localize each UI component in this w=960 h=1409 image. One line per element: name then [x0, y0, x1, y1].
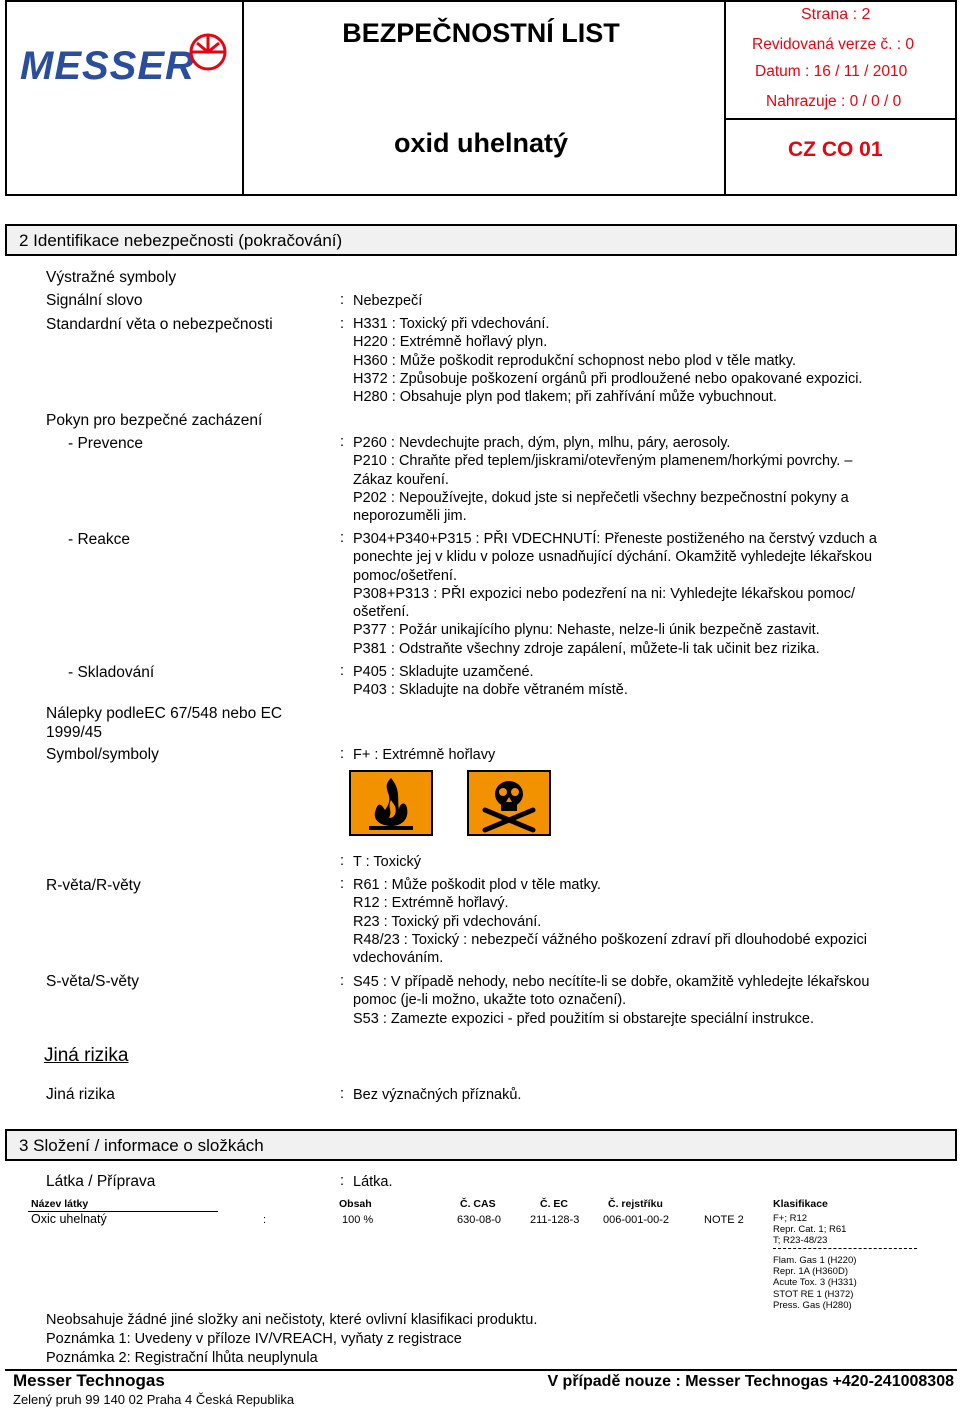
footer-address: Zelený pruh 99 140 02 Praha 4 Česká Republika [13, 1392, 295, 1407]
s-phrases-label: S-věta/S-věty [46, 973, 140, 990]
footer-emergency: V případě nouze : Messer Technogas +420-241008308 [547, 1373, 954, 1390]
row-index: 006-001-00-2 [603, 1214, 670, 1226]
classification-divider [773, 1248, 917, 1249]
document-code: CZ CO 01 [788, 138, 883, 161]
reaction-line: P381 : Odstraňte všechny zdroje zapálení, můžete-li tak učinit bez rizika. [353, 640, 820, 657]
composition-notes [46, 1311, 537, 1368]
hazard-statements-label: Standardní věta o nebezpečnosti [46, 316, 273, 333]
r-phrase-line: vdechováním. [353, 950, 444, 967]
section-3-heading [5, 1129, 957, 1161]
r-phrases-label: R-věta/R-věty [46, 877, 141, 894]
substance-type-label: Látka / Příprava [46, 1173, 156, 1190]
classification-line: Repr. 1A (H360D) [773, 1266, 848, 1278]
row-colon: : [263, 1214, 267, 1226]
signal-word: Nebezpečí [353, 293, 423, 309]
storage-label: - Skladování [68, 664, 155, 681]
reaction-line: P377 : Požár unikajícího plynu: Nehaste, nelze-li únik bezpečně zastavit. [353, 622, 820, 639]
reaction-line: P308+P313 : PŘI expozici nebo podezření na ni: Vyhledejte lékařskou pomoc/ [353, 585, 856, 602]
prevention-line: P210 : Chraňte před teplem/jiskrami/otevřeným plamenem/horkými povrchy. – [353, 453, 853, 470]
prevention-line: P260 : Nevdechujte prach, dým, plyn, mlhu, páry, aerosoly. [353, 435, 731, 451]
colon: : [340, 530, 345, 546]
replaces: Nahrazuje : 0 / 0 / 0 [766, 93, 902, 110]
colon: : [340, 434, 345, 450]
r-phrases [353, 876, 867, 967]
hazard-line: H331 : Toxický při vdechování. [353, 316, 550, 332]
r-phrase-line: R61 : Může poškodit plod v těle matky. [353, 877, 601, 893]
section-2-heading [5, 224, 957, 256]
section-3-title: 3 Složení / informace o složkách [19, 1136, 264, 1155]
other-risks-heading: Jiná rizika [44, 1045, 129, 1066]
toxic-pictogram [467, 770, 551, 836]
row-note: NOTE 2 [704, 1214, 744, 1226]
note-line: Neobsahuje žádné jiné složky ani nečistoty, které ovlivní klasifikaci produktu. [46, 1312, 538, 1328]
hazard-line: H372 : Způsobuje poškození orgánů při prodloužené nebo opakované expozici. [353, 370, 863, 387]
header-divider [724, 2, 726, 194]
s-phrases [353, 973, 869, 1028]
r-phrase-line: R23 : Toxický při vdechování. [353, 913, 542, 930]
warning-symbols-label: Výstražné symboly [46, 269, 177, 286]
classification-line: Flam. Gas 1 (H220) [773, 1255, 857, 1266]
section-2-title: 2 Identifikace nebezpečnosti (pokračování) [19, 231, 343, 250]
hazard-line: H220 : Extrémně hořlavý plyn. [353, 334, 548, 351]
storage-line: P405 : Skladujte uzamčené. [353, 664, 534, 680]
substance-type-value: Látka. [353, 1174, 393, 1190]
col-header-cas: Č. CAS [460, 1198, 496, 1210]
r-phrase-line: R12 : Extrémně hořlavý. [353, 895, 509, 912]
header-divider [724, 118, 955, 120]
r-phrase-line: R48/23 : Toxický : nebezpečí vážného poškození zdraví při dlouhodobé expozici [353, 931, 867, 948]
colon: : [340, 316, 345, 332]
reaction-statements [353, 530, 877, 658]
revision-date: Datum : 16 / 11 / 2010 [755, 63, 908, 80]
symbol-flammable-text: F+ : Extrémně hořlavy [353, 747, 496, 763]
flammable-pictogram [349, 770, 433, 836]
messer-logo-icon [188, 32, 228, 72]
other-risks-value: Bez význačných příznaků. [353, 1087, 522, 1103]
note-line: Poznámka 2: Registrační lhůta neuplynula [46, 1350, 318, 1366]
labels-directive: Nálepky podleEC 67/548 nebo EC 1999/45 [46, 705, 283, 741]
storage-line: P403 : Skladujte na dobře větraném místě. [353, 682, 628, 699]
row-classification-dsd [773, 1213, 846, 1247]
classification-line: Press. Gas (H280) [773, 1299, 852, 1311]
colon: : [340, 1086, 345, 1102]
storage-statements [353, 663, 628, 700]
col-header-classification: Klasifikace [773, 1198, 828, 1210]
colon: : [340, 746, 345, 762]
col-header-content: Obsah [339, 1198, 372, 1210]
revision: Revidovaná verze č. : 0 [752, 36, 914, 53]
classification-line: Acute Tox. 3 (H331) [773, 1277, 857, 1289]
row-cas: 630-08-0 [457, 1214, 502, 1226]
col-header-ec: Č. EC [540, 1198, 569, 1210]
footer-company: Messer Technogas [13, 1371, 165, 1390]
row-name: Oxic uhelnatý [31, 1212, 107, 1226]
reaction-line: ošetření. [353, 604, 410, 621]
reaction-label: - Reakce [68, 531, 131, 548]
colon: : [340, 292, 345, 308]
row-classification-clp [773, 1255, 857, 1311]
col-header-name: Název látky [31, 1198, 89, 1210]
hazard-line: H360 : Může poškodit reprodukční schopnost nebo plod v těle matky. [353, 352, 797, 369]
col-header-index: Č. rejstříku [608, 1198, 663, 1210]
prevention-statements [353, 434, 852, 525]
classification-line: F+; R12 [773, 1213, 808, 1224]
document-title: BEZPEČNOSTNÍ LIST [342, 18, 620, 48]
symbol-toxic-text: T : Toxický [353, 854, 421, 870]
row-content: 100 % [342, 1214, 374, 1226]
prevention-line: neporozuměli jim. [353, 508, 467, 525]
note-line: Poznámka 1: Uvedeny v příloze IV/VREACH, vyňaty z registrace [46, 1331, 462, 1347]
colon: : [340, 973, 345, 989]
colon: : [340, 876, 345, 892]
prevention-label: - Prevence [68, 435, 143, 452]
symbols-label: Symbol/symboly [46, 746, 159, 763]
prevention-line: P202 : Nepoužívejte, dokud jste si nepřečetli všechny bezpečnostní pokyny a [353, 489, 849, 506]
colon: : [340, 663, 345, 679]
hazard-statements [353, 315, 862, 406]
s-phrase-line: pomoc (je-li možno, ukažte toto označení). [353, 992, 627, 1009]
other-risks-label: Jiná rizika [46, 1086, 115, 1103]
signal-word-label: Signální slovo [46, 292, 143, 309]
colon: : [340, 1173, 345, 1189]
hazard-line: H280 : Obsahuje plyn pod tlakem; při zahřívání může vybuchnout. [353, 389, 777, 406]
s-phrase-line: S53 : Zamezte expozici - před použitím si obstarejte speciální instrukce. [353, 1010, 814, 1027]
page-number: Strana : 2 [801, 6, 871, 23]
classification-line: T; R23-48/23 [773, 1235, 828, 1247]
precaution-label: Pokyn pro bezpečné zacházení [46, 412, 263, 429]
s-phrase-line: S45 : V případě nehody, nebo necítíte-li se dobře, okamžitě vyhledejte lékařskou [353, 974, 870, 990]
prevention-line: Zákaz kouření. [353, 471, 449, 488]
messer-logo-text: MESSER [20, 44, 195, 88]
classification-line: STOT RE 1 (H372) [773, 1288, 854, 1300]
row-ec: 211-128-3 [530, 1214, 580, 1226]
colon: : [340, 853, 345, 869]
reaction-line: ponechte jej v klidu v poloze usnadňující dýchání. Okamžitě vyhledejte lékařskou [353, 549, 873, 566]
reaction-line: pomoc/ošetření. [353, 567, 457, 584]
reaction-line: P304+P340+P315 : PŘI VDECHNUTÍ: Přeneste postiženého na čerstvý vzduch a [353, 531, 877, 547]
classification-line: Repr. Cat. 1; R61 [773, 1224, 847, 1236]
messer-logo [20, 30, 230, 90]
substance-name: oxid uhelnatý [393, 128, 569, 158]
